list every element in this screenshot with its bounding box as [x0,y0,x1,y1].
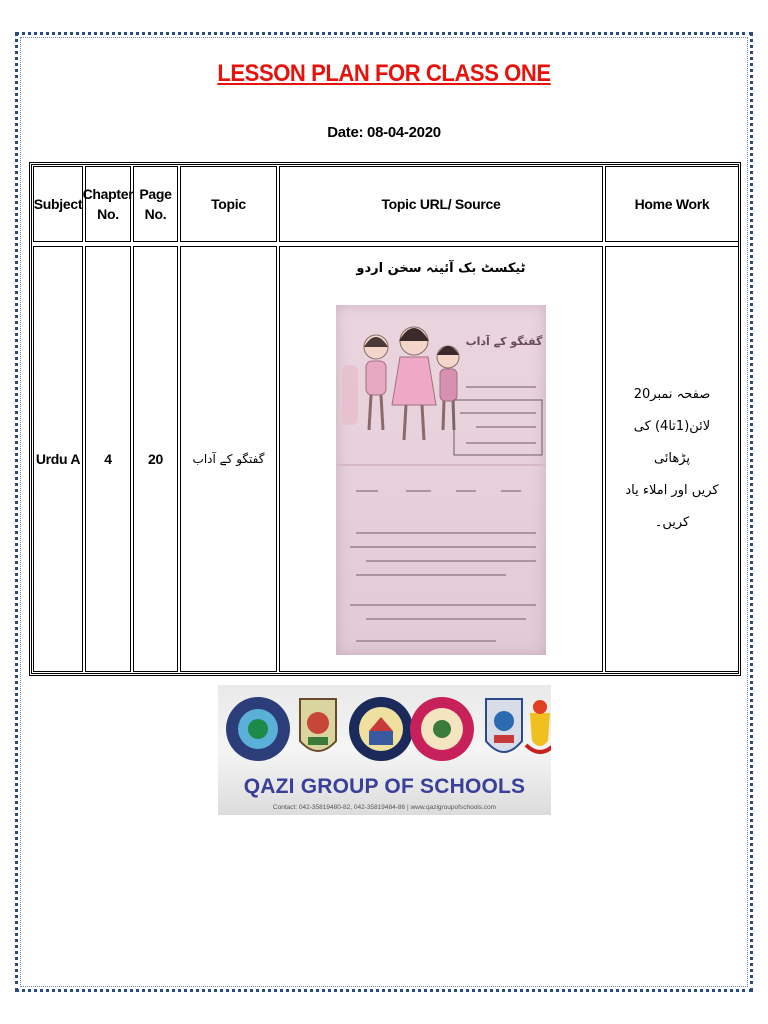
school-contact: Contact: 042-35819480-82, 042-35819484-86 | www.qazigroupofschools.com [272,804,497,811]
cell-subject: Urdu A [33,246,83,672]
header-page: Page No. [133,166,178,242]
crest-5-icon [486,699,522,752]
cell-topic: گفتگو کے آداب [180,246,277,672]
homework-line-1: صفحہ نمبر20 لائن(1تا4) کی پڑھائی [633,387,711,466]
crest-6-icon [526,700,551,752]
lesson-plan-table [29,162,741,676]
cell-page: 20 [133,246,178,672]
header-homework: Home Work [605,166,739,242]
cell-chapter: 4 [85,246,131,672]
crest-4-icon [410,697,474,761]
school-logo-banner [218,685,551,815]
header-chapter: Chapter No. [85,166,131,242]
homework-line-2: کریں اور املاء یاد کریں۔ [625,483,719,530]
children-illustration [342,327,459,440]
crest-3-icon [349,697,413,761]
cell-homework [605,246,739,672]
school-crests [218,685,551,775]
school-name: QAZI GROUP OF SCHOOLS [243,775,526,798]
crest-1-icon [226,697,290,761]
crest-2-icon [300,699,336,751]
textbook-heading: گفتگو کے آداب [465,335,543,348]
header-source: Topic URL/ Source [279,166,603,242]
date-line: Date: 08-04-2020 [327,124,441,141]
textbook-illustration [336,305,546,655]
header-subject: Subject [33,166,83,242]
page-title: LESSON PLAN FOR CLASS ONE [217,60,551,87]
source-title: ٹیکسٹ بک آئینہ سخن اردو [356,261,526,276]
cell-source [279,246,603,672]
textbook-photo [336,305,546,655]
header-topic: Topic [180,166,277,242]
